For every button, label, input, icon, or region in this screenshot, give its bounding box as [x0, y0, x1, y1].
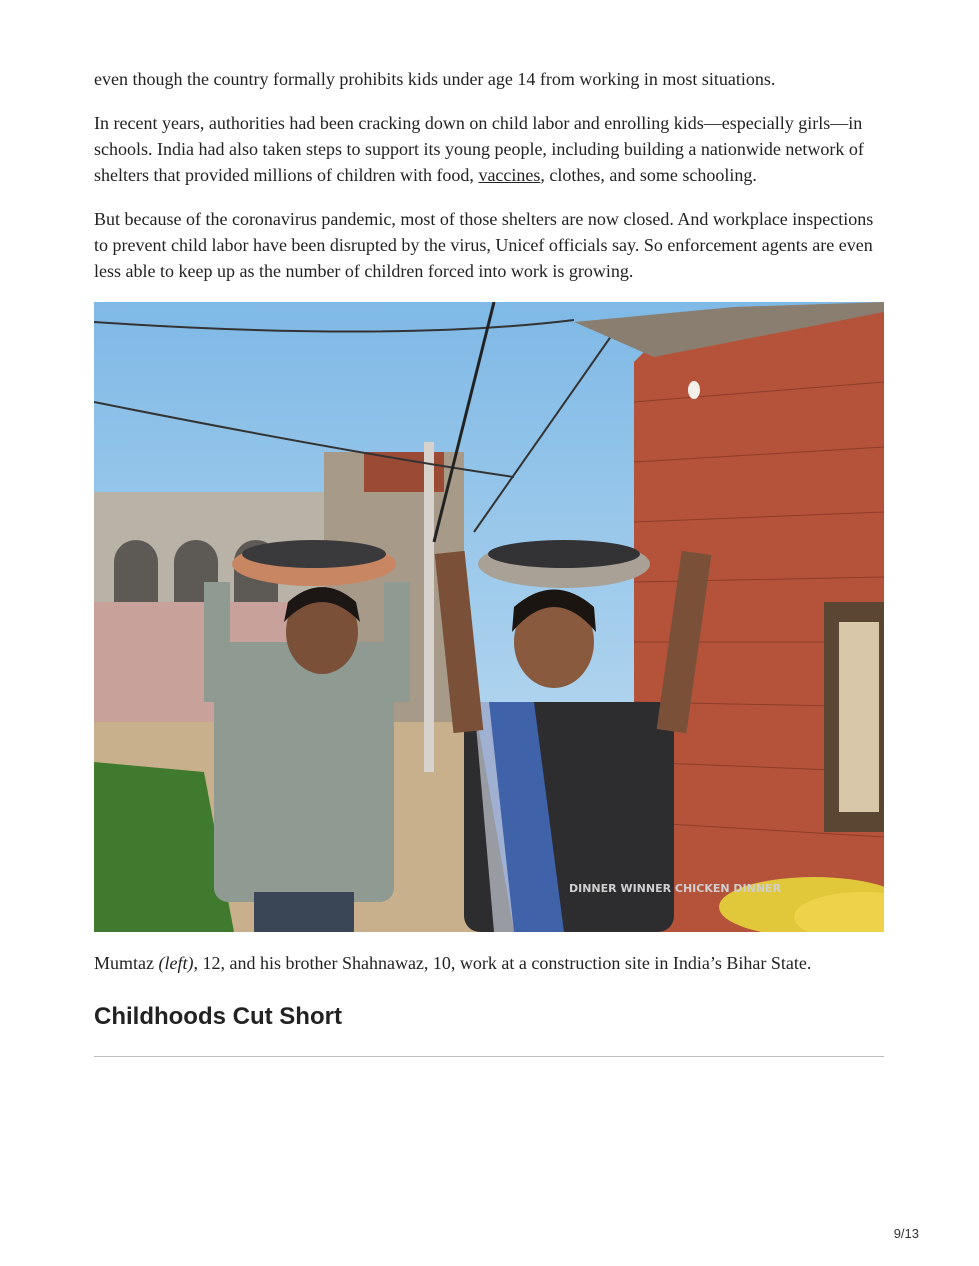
- page-number: 9/13: [893, 1226, 919, 1241]
- section-divider: [94, 1056, 884, 1057]
- paragraph-2: [94, 110, 884, 188]
- caption-italic: (left): [158, 953, 194, 973]
- caption-name: Mumtaz: [94, 953, 159, 973]
- paragraph-1: even though the country formally prohibits kids under age 14 from working in most situations.: [94, 69, 776, 89]
- paragraph-2-text-b: , clothes, and some schooling.: [540, 165, 757, 185]
- photo-caption: [94, 950, 884, 976]
- paragraph-3: But because of the coronavirus pandemic, most of those shelters are now closed. And workplace inspections to prevent child labor have been disrupted by the virus, Unicef officials say. So enforcement agents are even less able to keep up as the number of children forced into work is growing.: [94, 209, 874, 281]
- shirt-print-text: DINNER WINNER CHICKEN DINNER: [569, 882, 782, 895]
- article-photo: [94, 302, 884, 932]
- vaccines-link[interactable]: vaccines: [478, 165, 541, 185]
- article: [94, 66, 884, 1057]
- section-heading: Childhoods Cut Short: [94, 1003, 342, 1030]
- paragraph-2-text-a: In recent years, authorities had been cracking down on child labor and enrolling kids—especially girls—in schools. India had also taken steps to support its young people, including building a nationwide network of shelters that provided millions of children with food,: [94, 113, 864, 185]
- caption-text: , 12, and his brother Shahnawaz, 10, work at a construction site in India’s Bihar State.: [193, 953, 812, 973]
